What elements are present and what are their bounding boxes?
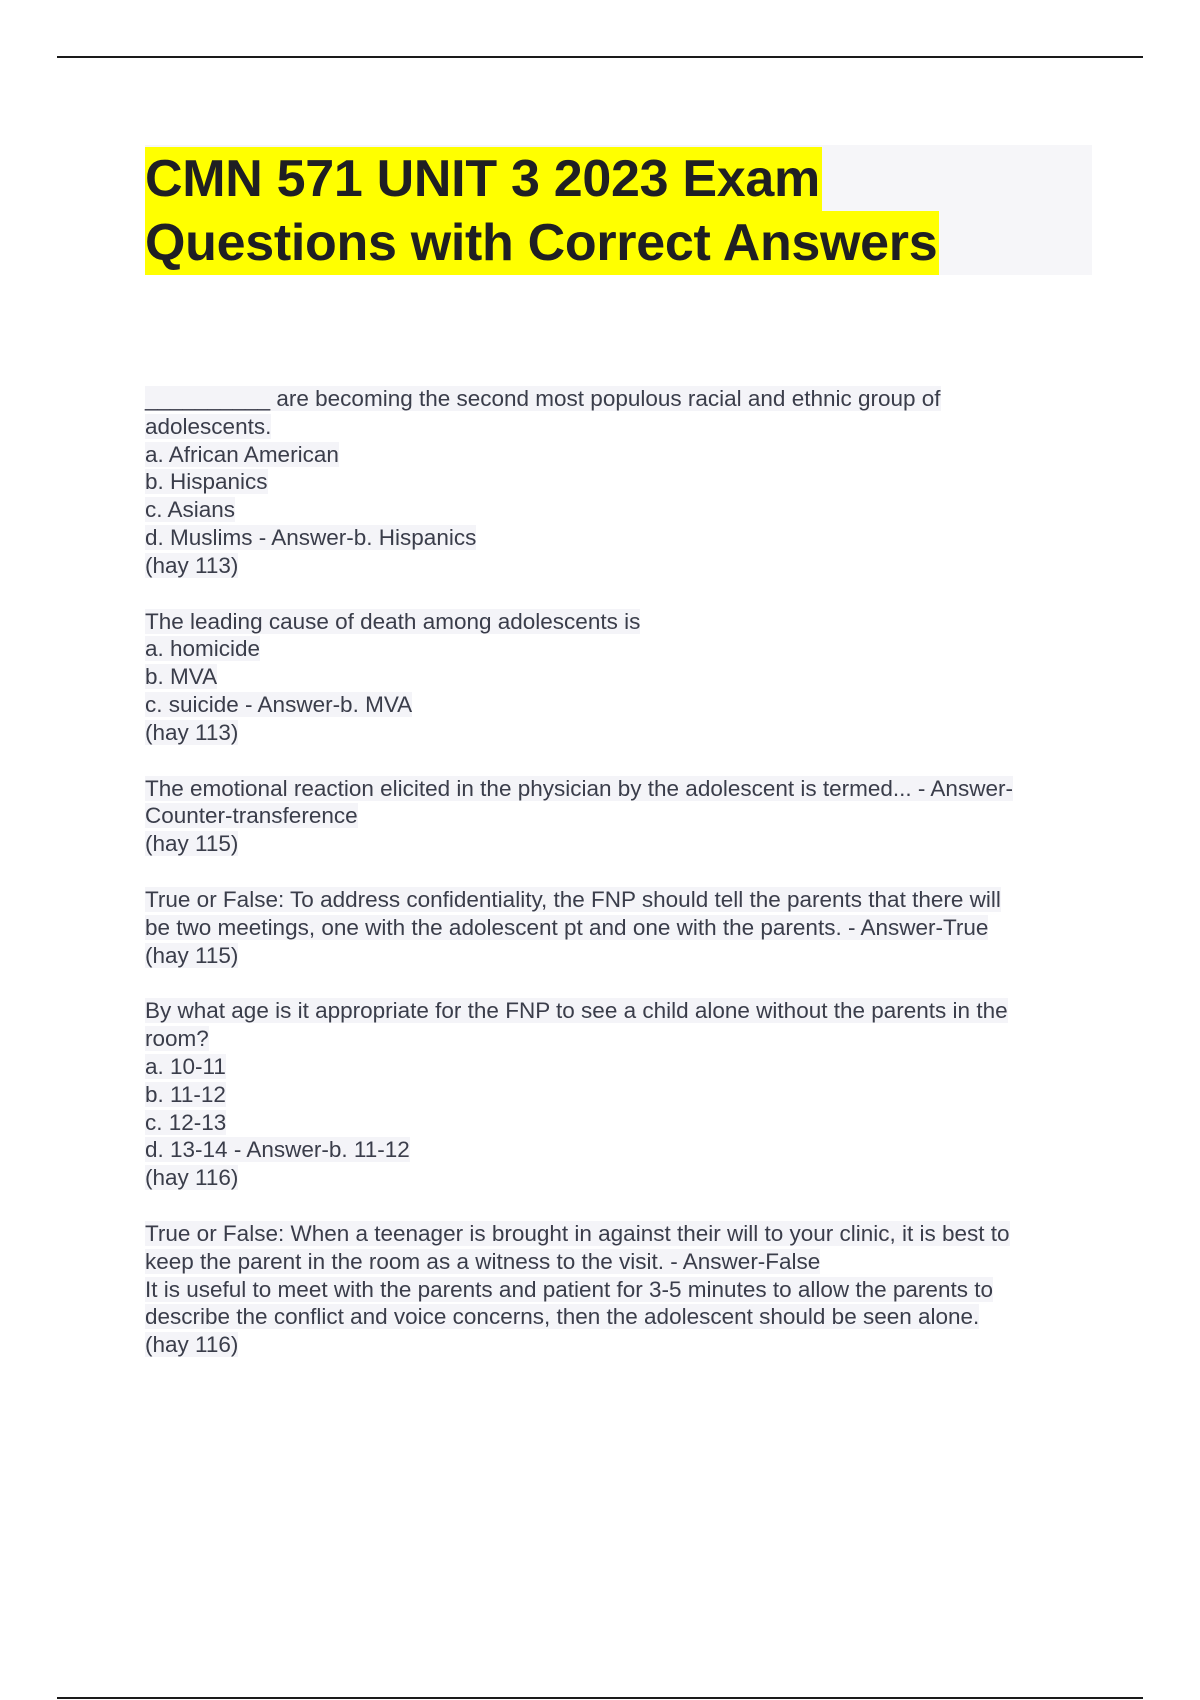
reference-line: (hay 113) xyxy=(145,719,239,745)
question-line: __________ are becoming the second most populous racial and ethnic group of xyxy=(145,386,941,411)
question-line: The leading cause of death among adolescents is xyxy=(145,608,641,634)
option-line: a. 10-11 xyxy=(145,1053,226,1079)
question-2 xyxy=(145,608,1095,747)
option-line: a. African American xyxy=(145,441,339,467)
answer-line: d. 13-14 - Answer-b. 11-12 xyxy=(145,1137,410,1163)
answer-line: c. suicide - Answer-b. MVA xyxy=(145,691,413,717)
question-line: By what age is it appropriate for the FNP to see a child alone without the parents in the xyxy=(145,998,1008,1024)
question-1 xyxy=(145,385,1095,580)
document-title xyxy=(145,147,939,275)
question-6 xyxy=(145,1220,1095,1359)
option-line: c. Asians xyxy=(145,497,236,523)
question-line: adolescents. xyxy=(145,413,272,439)
question-line: room? xyxy=(145,1026,209,1052)
reference-line: (hay 115) xyxy=(145,942,239,968)
title-line-2: Questions with Correct Answers xyxy=(145,211,939,275)
bottom-rule xyxy=(57,1697,1143,1699)
answer-line: be two meetings, one with the adolescent pt and one with the parents. - Answer-True xyxy=(145,914,989,940)
reference-line: (hay 116) xyxy=(145,1332,239,1358)
option-line: b. 11-12 xyxy=(145,1081,226,1107)
question-line: The emotional reaction elicited in the physician by the adolescent is termed... - Answer- xyxy=(145,775,1013,801)
option-line: b. Hispanics xyxy=(145,469,268,495)
explanation-line: describe the conflict and voice concerns, then the adolescent should be seen alone. xyxy=(145,1304,980,1330)
option-line: a. homicide xyxy=(145,636,261,662)
top-rule xyxy=(57,56,1143,58)
question-list xyxy=(145,385,1095,1387)
question-5 xyxy=(145,997,1095,1192)
question-4 xyxy=(145,886,1095,969)
option-line: b. MVA xyxy=(145,664,218,690)
explanation-line: It is useful to meet with the parents and patient for 3-5 minutes to allow the parents to xyxy=(145,1276,993,1302)
answer-line: Counter-transference xyxy=(145,803,358,829)
question-line: True or False: To address confidentiality, the FNP should tell the parents that there will xyxy=(145,886,1001,912)
reference-line: (hay 116) xyxy=(145,1165,239,1191)
answer-line: d. Muslims - Answer-b. Hispanics xyxy=(145,524,477,550)
question-3 xyxy=(145,775,1095,858)
option-line: c. 12-13 xyxy=(145,1109,227,1135)
reference-line: (hay 115) xyxy=(145,831,239,857)
answer-line: keep the parent in the room as a witness to the visit. - Answer-False xyxy=(145,1248,821,1274)
question-line: True or False: When a teenager is brought in against their will to your clinic, it is best to xyxy=(145,1220,1010,1246)
reference-line: (hay 113) xyxy=(145,552,239,578)
title-line-1: CMN 571 UNIT 3 2023 Exam xyxy=(145,147,822,211)
